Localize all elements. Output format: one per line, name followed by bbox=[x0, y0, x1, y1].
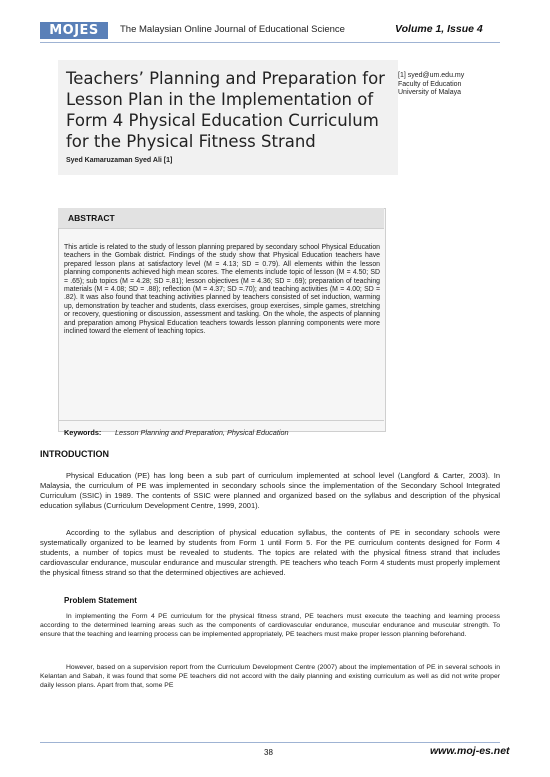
article-title: Teachers’ Planning and Preparation for Lesson Plan in the Implementation of Form 4 Physical Education Curriculum for the Physical Fitness Strand bbox=[66, 69, 385, 151]
abstract-heading: ABSTRACT bbox=[68, 213, 115, 223]
author-affiliation bbox=[398, 72, 508, 98]
intro-paragraph-1: Physical Education (PE) has long been a sub part of curriculum implemented at school level (Langford & Carter, 2003). In Malaysia, the curriculum of PE was implemented in secondary schools since the implementation of the Secondary School Integrated Curriculum (SSIC) in 1989. The contents of SSIC were planned and organized based on the syllabus and description of the physical education syllabus (Curriculum Development Centre, 1999, 2001). bbox=[40, 471, 500, 510]
journal-name: The Malaysian Online Journal of Educational Science bbox=[120, 24, 345, 35]
author-email[interactable]: [1] syed@um.edu.my bbox=[398, 72, 465, 79]
intro-paragraph-2: According to the syllabus and description of physical education syllabus, the contents of PE in secondary schools were systematically organized to be learned by students from Form 1 until Form 5. For the PE curriculum contents designed for Form 4 students, a number of topics must be revealed to students. The topics are related with the physical fitness strand that includes cardiovascular endurance, muscular endurance and muscular strength. PE teachers who teach Form 4 students must properly implement the physical fitness strand so that the determined objectives are achieved. bbox=[40, 528, 500, 577]
journal-logo: MOJES bbox=[40, 22, 108, 39]
article-author: Syed Kamaruzaman Syed Ali [1] bbox=[66, 157, 173, 164]
problem-paragraph-2: However, based on a supervision report from the Curriculum Development Centre (2007) about the implementation of PE in several schools in Kelantan and Sabah, it was found that some PE teachers did not accord with the daily planning and existing curriculum as well as did not write proper daily lesson plans. Apart from that, some PE bbox=[40, 664, 500, 690]
header-divider bbox=[40, 42, 500, 43]
page-number: 38 bbox=[264, 748, 273, 757]
author-faculty: Faculty of Education bbox=[398, 80, 462, 88]
keywords-label: Keywords: bbox=[64, 428, 102, 437]
abstract-text: This article is related to the study of lesson planning prepared by secondary school Physical Education teachers in the Gombak district. Findings of the study show that Physical Education teachers have prepared lesson plans at satisfactory level (M = 4.13; SD = 0.79). All elements within the lesson planning components achieved high mean scores. The elements include topic of lesson (M = 4.50; SD = .65); sub topics (M = 4.28; SD =.81); lesson objectives (M = 4.36; SD = .69); preparation of teaching materials (M = 4.08; SD = .88); reflection (M = 4.37; SD =.70); and teaching activities (M = 4.00; SD = .82). It was also found that teaching activities planned by teachers consisted of set induction, warming up, demonstration by teacher and students, class exercises, group exercises, simple games, stretching or recovery, questioning or discussion, assessment and tasking. On the whole, the aspects of planning and preparation among Physical Education teachers towards lesson planning components were more inclined toward the element of teaching topics. bbox=[64, 244, 380, 336]
keywords-divider bbox=[58, 420, 384, 421]
issue-label: Volume 1, Issue 4 bbox=[395, 23, 483, 35]
footer-divider bbox=[40, 742, 500, 743]
problem-paragraph-1: In implementing the Form 4 PE curriculum for the physical fitness strand, PE teachers must execute the teaching and learning process according to the determined learning areas such as the components of cardiovascular endurance, muscular endurance and muscular strength. To ensure that the teaching and learning process can be implemented appropriately, PE teachers must make proper lesson planning beforehand. bbox=[40, 613, 500, 639]
keywords-text: Lesson Planning and Preparation, Physical Education bbox=[115, 428, 289, 437]
introduction-heading: INTRODUCTION bbox=[40, 449, 109, 459]
problem-statement-heading: Problem Statement bbox=[64, 596, 137, 605]
author-university: University of Malaya bbox=[398, 89, 462, 96]
journal-website-link[interactable]: www.moj-es.net bbox=[430, 745, 510, 757]
